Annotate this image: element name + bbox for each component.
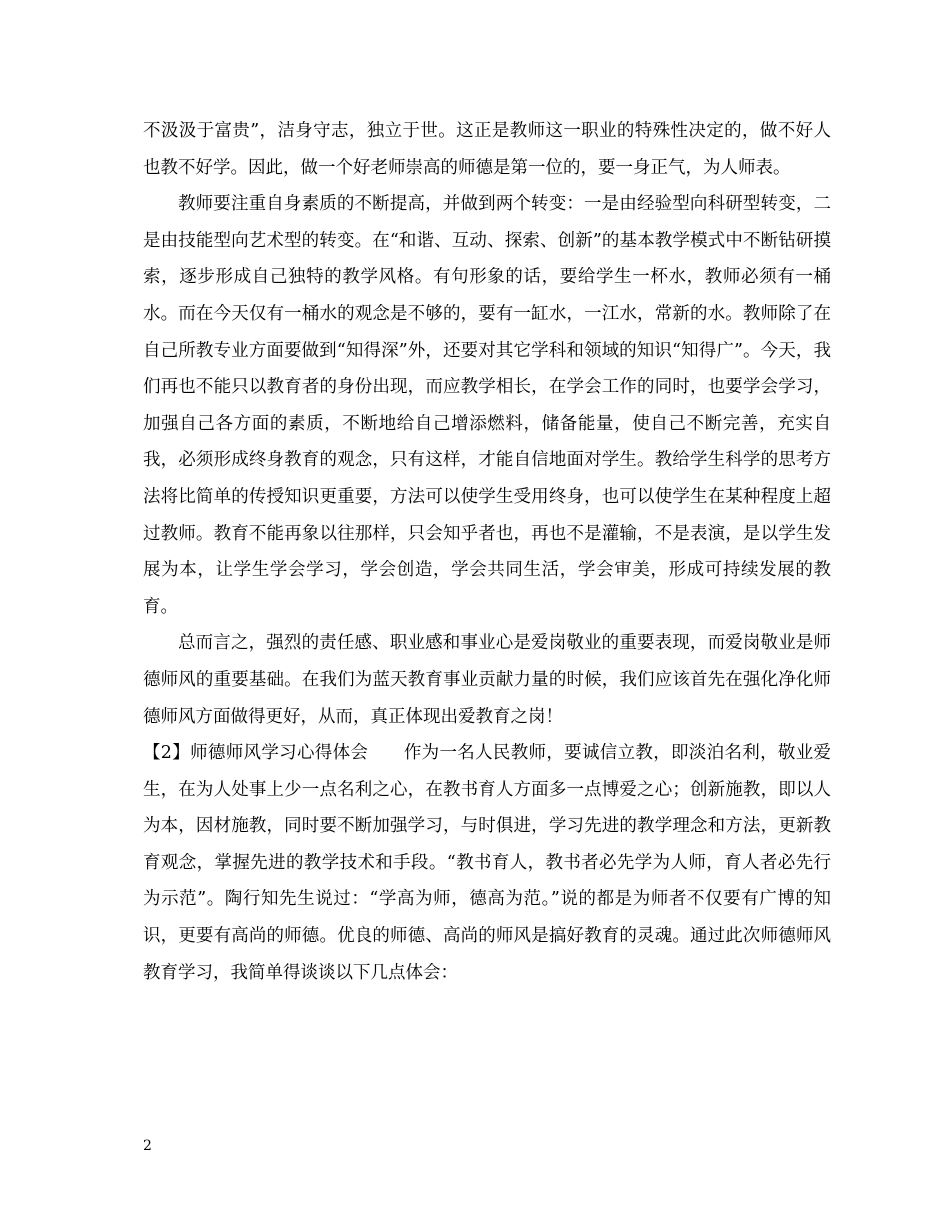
section-body-text: 作为一名人民教师，要诚信立教，即淡泊名利，敬业爱生，在为人处事上少一点名利之心，在教书育人方面多一点博爱之心；创新施教，即以人为本，因材施教，同时要不断加强学习，与时俱进，学习先进的教学理念和方法，更新教育观念，掌握先进的教学技术和手段。“教书育人，教书者必先学为人师，育人者必先行为示范”。陶行知先生说过：“学高为师，德高为范。”说的都是为师者不仅要有广博的知识，更要有高尚的师德。优良的师德、高尚的师风是搞好教育的灵魂。通过此次师德师风教育学习，我简单得谈谈以下几点体会：	[143, 743, 832, 983]
section-heading: 【2】师德师风学习心得体会	[143, 743, 369, 764]
paragraph-1: 不汲汲于富贵”，洁身守志，独立于世。这正是教师这一职业的特殊性决定的，做不好人也教不好学。因此，做一个好老师崇高的师德是第一位的，要一身正气，为人师表。	[143, 121, 831, 178]
paragraph-2: 教师要注重自身素质的不断提高，并做到两个转变：一是由经验型向科研型转变，二是由技能型向艺术型的转变。在“和谐、互动、探索、创新”的基本教学模式中不断钻研摸索，逐步形成自己独特的教学风格。有句形象的话，要给学生一杯水，教师必须有一桶水。而在今天仅有一桶水的观念是不够的，要有一缸水，一江水，常新的水。教师除了在自己所教专业方面要做到“知得深”外，还要对其它学科和领域的知识“知得广”。今天，我们再也不能只以教育者的身份出现，而应教学相长，在学会工作的同时，也要学会学习，加强自己各方面的素质，不断地给自己增添燃料，储备能量，使自己不断完善，充实自我，必须形成终身教育的观念，只有这样，才能自信地面对学生。教给学生科学的思考方法将比简单的传授知识更重要，方法可以使学生受用终身，也可以使学生在某种程度上超过教师。教育不能再象以往那样，只会知乎者也，再也不是灌输，不是表演，是以学生发展为本，让学生学会学习，学会创造，学会共同生活，学会审美，形成可持续发展的教育。	[143, 194, 831, 617]
paragraph-3: 总而言之，强烈的责任感、职业感和事业心是爱岗敬业的重要表现，而爱岗敬业是师德师风的重要基础。在我们为蓝天教育事业贡献力量的时候，我们应该首先在强化净化师德师风方面做得更好，从而，真正体现出爱教育之岗！	[143, 633, 831, 727]
page-number: 2	[143, 1138, 152, 1154]
section-paragraph	[143, 735, 831, 991]
document-body	[143, 113, 831, 991]
section-heading-gap	[368, 743, 404, 763]
